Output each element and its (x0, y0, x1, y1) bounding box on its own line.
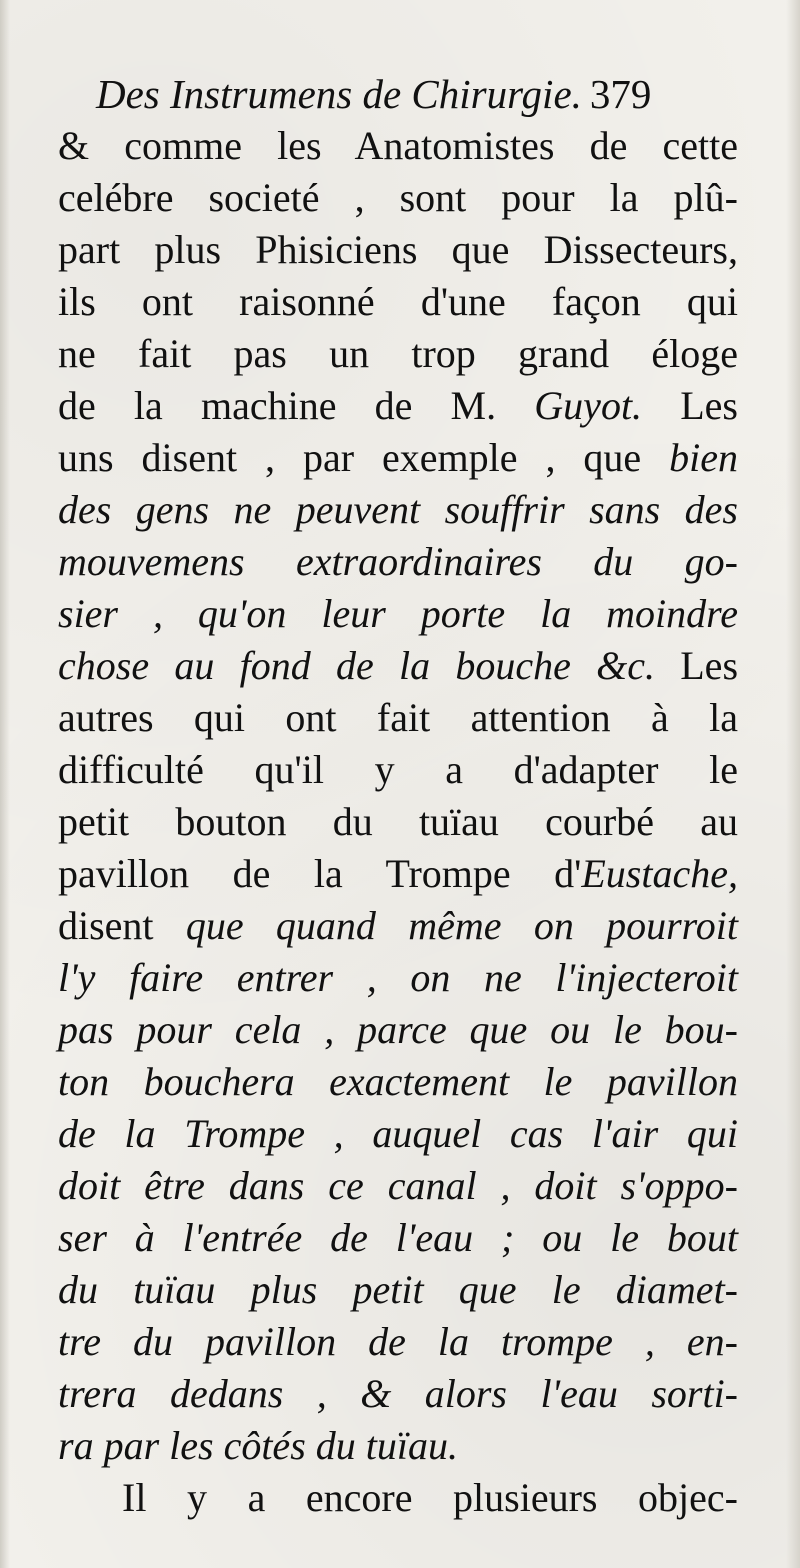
body-text (58, 120, 738, 1524)
text-line: ne fait pas un trop grand éloge (58, 331, 738, 376)
italic-name-guyot: Guyot. (534, 383, 643, 428)
text-line-italic: doit être dans ce canal , doit s'oppo- (58, 1163, 738, 1208)
text-segment: pavillon de la Trompe d' (58, 851, 582, 896)
text-line-italic: pas pour cela , parce que ou le bou- (58, 1007, 738, 1052)
text-line: ils ont raisonné d'une façon qui (58, 279, 738, 324)
page-right-shadow (786, 0, 800, 1568)
text-line-italic: du tuïau plus petit que le diamet- (58, 1267, 738, 1312)
text-line (58, 640, 738, 692)
text-line: & comme les Anatomistes de cette (58, 123, 738, 168)
text-segment: disent (58, 903, 154, 948)
running-header (96, 66, 796, 122)
italic-name-eustache: Eustache, (581, 851, 738, 896)
text-line: celébre societé , sont pour la plû- (58, 175, 738, 220)
text-line (58, 900, 738, 952)
text-line-italic: sier , qu'on leur porte la moindre (58, 591, 738, 636)
text-line-italic: ser à l'entrée de l'eau ; ou le bout (58, 1215, 738, 1260)
text-line (58, 380, 738, 432)
page-left-shadow (0, 0, 10, 1568)
text-segment: de la machine de M. (58, 383, 497, 428)
text-line: autres qui ont fait attention à la (58, 695, 738, 740)
text-line-italic: mouvemens extraordinaires du go- (58, 539, 738, 584)
text-segment-italic: chose au fond de la bouche &c. (58, 643, 655, 688)
text-segment: Les (680, 643, 739, 688)
text-line: Il y a encore plusieurs objec- (122, 1475, 738, 1520)
running-title: Des Instrumens de Chirurgie. (96, 71, 582, 117)
text-line (58, 432, 738, 484)
italic-word: bien (669, 435, 739, 480)
text-line-italic: des gens ne peuvent souffrir sans des (58, 487, 738, 532)
text-segment: uns disent , par exemple , que (58, 435, 642, 480)
text-line-italic: tre du pavillon de la trompe , en- (58, 1319, 738, 1364)
text-line: difficulté qu'il y a d'adapter le (58, 747, 738, 792)
text-line (58, 848, 738, 900)
text-segment: Les (680, 383, 738, 428)
text-line-italic: trera dedans , & alors l'eau sorti- (58, 1371, 738, 1416)
text-line: petit bouton du tuïau courbé au (58, 799, 738, 844)
text-line-italic: ton bouchera exactement le pavillon (58, 1059, 738, 1104)
text-segment-italic: que quand même on pourroit (185, 903, 738, 948)
text-line-italic: ra par les côtés du tuïau. (58, 1423, 458, 1468)
text-line: part plus Phisiciens que Dissecteurs, (58, 227, 738, 272)
page-number: 379 (589, 71, 652, 117)
text-line-italic: l'y faire entrer , on ne l'injecteroit (58, 955, 738, 1000)
text-line-italic: de la Trompe , auquel cas l'air qui (58, 1111, 738, 1156)
